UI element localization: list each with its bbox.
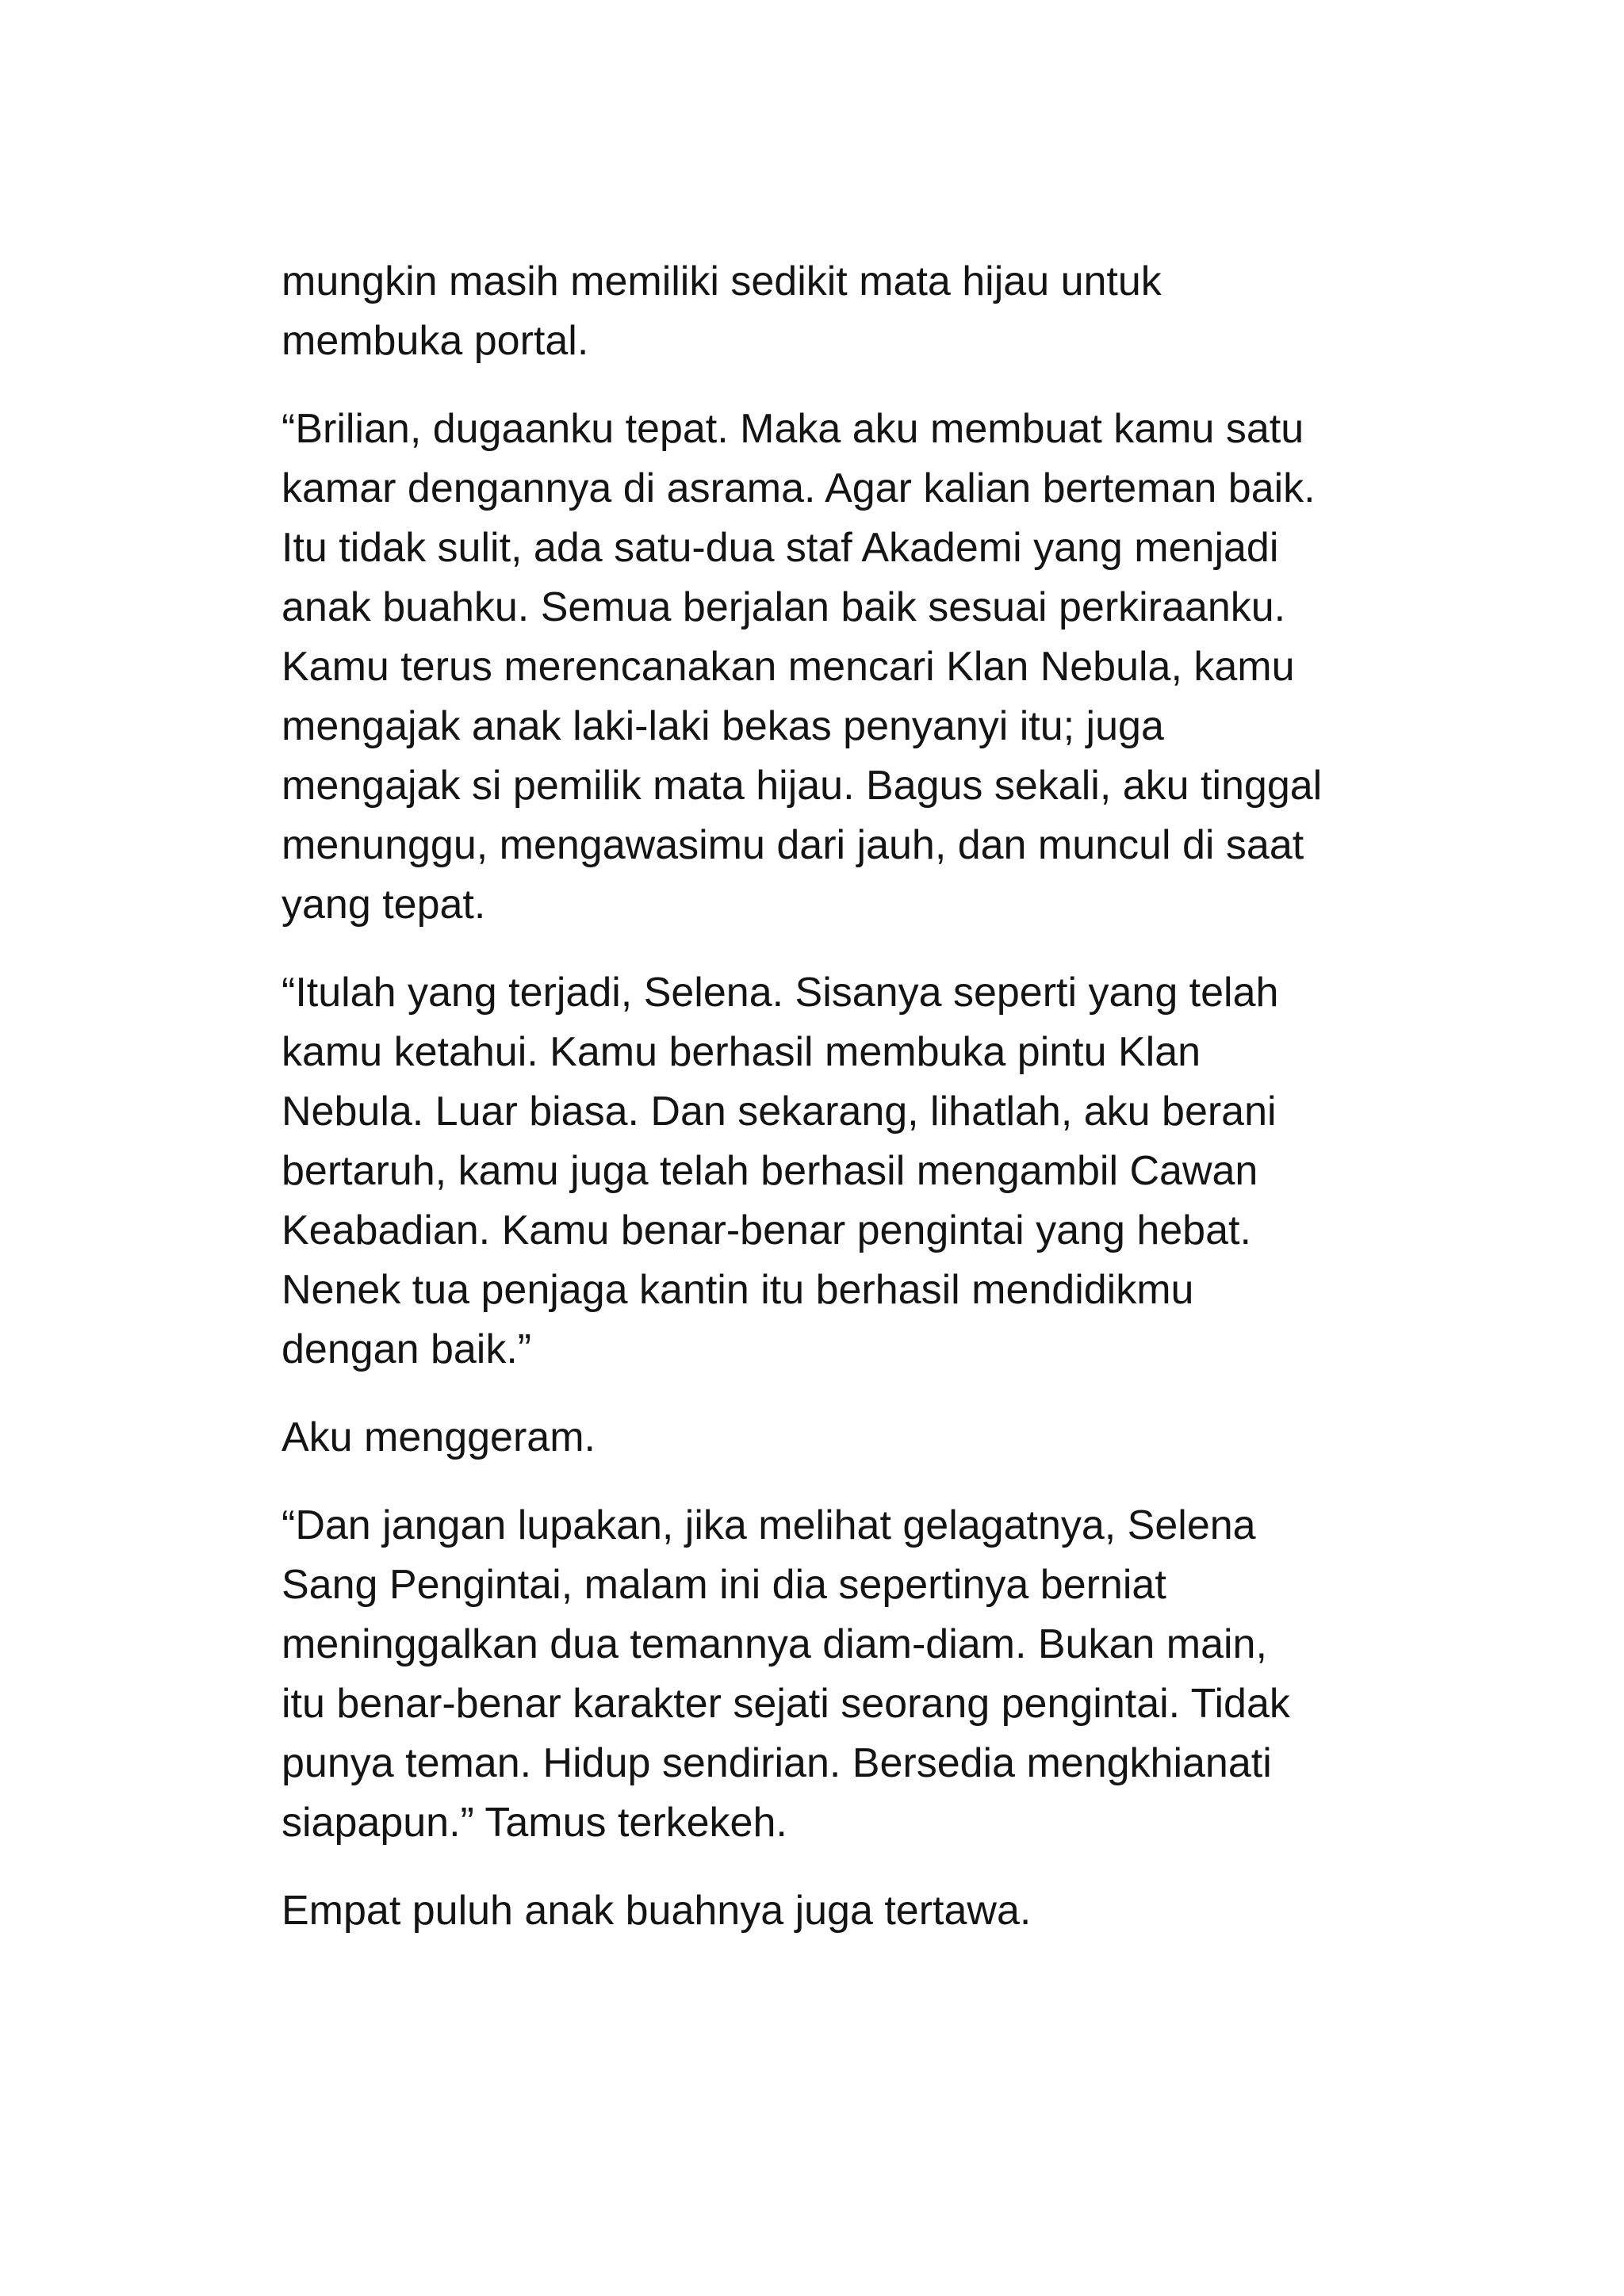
text-line: kamar dengannya di asrama. Agar kalian berteman baik. (282, 465, 1316, 511)
text-line: kamu ketahui. Kamu berhasil membuka pintu Klan (282, 1029, 1201, 1075)
text-line: membuka portal. (282, 318, 589, 364)
text-line: Kamu terus merencanakan mencari Klan Nebula, kamu (282, 644, 1295, 690)
text-line: Nenek tua penjaga kantin itu berhasil mendidikmu (282, 1267, 1194, 1313)
paragraph-3 (282, 963, 1360, 1380)
paragraph-1 (282, 252, 1360, 371)
text-line: yang tepat. (282, 882, 486, 928)
paragraph-gap (282, 1853, 1360, 1881)
text-line: mengajak si pemilik mata hijau. Bagus sekali, aku tinggal (282, 763, 1323, 809)
paragraph-6 (282, 1881, 1360, 1941)
paragraph-gap (282, 935, 1360, 963)
text-line: Keabadian. Kamu benar-benar pengintai yang hebat. (282, 1207, 1251, 1253)
text-line: Aku menggeram. (282, 1414, 596, 1460)
paragraph-gap (282, 371, 1360, 400)
paragraph-gap (282, 1380, 1360, 1408)
text-line: anak buahku. Semua berjalan baik sesuai perkiraanku. (282, 584, 1286, 630)
text-line: mungkin masih memiliki sedikit mata hijau untuk (282, 258, 1162, 304)
text-line: “Itulah yang terjadi, Selena. Sisanya seperti yang telah (282, 970, 1279, 1016)
text-line: “Dan jangan lupakan, jika melihat gelagatnya, Selena (282, 1502, 1256, 1548)
text-line: Sang Pengintai, malam ini dia sepertinya berniat (282, 1562, 1166, 1608)
text-line: itu benar-benar karakter sejati seorang pengintai. Tidak (282, 1681, 1290, 1727)
text-line: menunggu, mengawasimu dari jauh, dan muncul di saat (282, 822, 1304, 868)
text-line: bertaruh, kamu juga telah berhasil mengambil Cawan (282, 1148, 1258, 1194)
text-line: punya teman. Hidup sendirian. Bersedia mengkhianati (282, 1740, 1272, 1786)
body-text (282, 252, 1360, 1941)
text-line: mengajak anak laki-laki bekas penyanyi itu; juga (282, 703, 1164, 749)
text-line: Nebula. Luar biasa. Dan sekarang, lihatlah, aku berani (282, 1089, 1277, 1135)
text-line: Empat puluh anak buahnya juga tertawa. (282, 1888, 1032, 1934)
paragraph-2 (282, 400, 1360, 935)
text-line: siapapun.” Tamus terkekeh. (282, 1800, 787, 1846)
text-line: Itu tidak sulit, ada satu-dua staf Akademi yang menjadi (282, 525, 1279, 571)
text-line: “Brilian, dugaanku tepat. Maka aku membuat kamu satu (282, 406, 1304, 452)
text-line: meninggalkan dua temannya diam-diam. Bukan main, (282, 1621, 1267, 1667)
paragraph-5 (282, 1496, 1360, 1853)
paragraph-gap (282, 1468, 1360, 1496)
text-line: dengan baik.” (282, 1326, 532, 1372)
paragraph-4 (282, 1408, 1360, 1468)
